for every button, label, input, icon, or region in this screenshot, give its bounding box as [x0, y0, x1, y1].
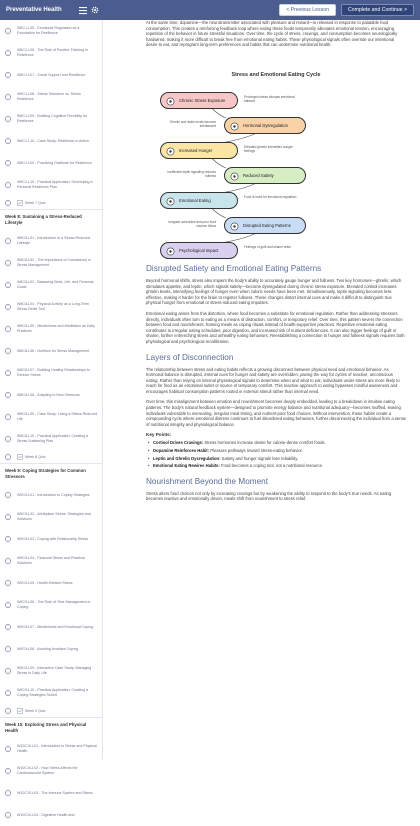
- sidebar-lesson-item[interactable]: [0, 638, 102, 660]
- key-point-term: Dopamine Reinforces Habit:: [153, 448, 210, 454]
- sidebar-lesson-label: W8C8-L02 - The Importance of Consistency in Stress Management: [17, 258, 91, 267]
- completion-circle-icon: [5, 492, 11, 498]
- sidebar-quiz-label: Week 8 Quiz: [25, 454, 46, 459]
- section-heading-layers-of-disconnection: Layers of Disconnection: [146, 352, 234, 362]
- key-points-title: Key Points:: [146, 432, 172, 438]
- stress-eating-cycle-diagram: [146, 56, 406, 256]
- section-heading-nourishment: Nourishment Beyond the Moment: [146, 476, 268, 486]
- sidebar-lesson-item[interactable]: [0, 528, 102, 550]
- section2-paragraph-1: The relationship between stress and eating habits reflects a growing disconnect between physical need and emotional behavior. As hormonal balance is disrupted, internal cues for hunger and satiety are overridden, paving the way for cycles of reactive, unconscious eating. Rather than relying on internal physiological signals to determine when and what to eat, individuals under stress are more likely to reach for food as an emotional outlet or source of temporary comfort. This reactive approach to eating bypasses mindful awareness and encourages habitual consumption patterns rooted in external stimuli rather than internal need.: [146, 366, 400, 394]
- sidebar-lesson-label: W6C1-L05 - Emotional Regulation as a Foundation for Resilience: [17, 26, 80, 35]
- sidebar-quiz-label: Week 7 Quiz: [25, 200, 46, 205]
- cycle-stage-label: Hormonal Dysregulation: [243, 122, 288, 128]
- sidebar-week-heading[interactable]: Week 8: Sustaining a Stress-Reduced Lifestyle: [0, 209, 102, 230]
- cycle-stage: [224, 167, 306, 184]
- key-point-text: Food becomes a coping tool, not a nutritional resource.: [219, 463, 324, 469]
- completion-circle-icon: [5, 260, 11, 266]
- sidebar-lesson-label: W8C8-L04 - Physical Activity as a Long-Term Stress Relief Tool: [17, 302, 89, 311]
- sidebar-lesson-label: W9C9-L01 - Introduction to Coping Strategies: [17, 492, 90, 497]
- sidebar-lesson-item[interactable]: [0, 362, 102, 384]
- sidebar-lesson-item[interactable]: [0, 318, 102, 340]
- sidebar-lesson-item[interactable]: [0, 64, 102, 86]
- sidebar-lesson-item[interactable]: [0, 20, 102, 42]
- sidebar-lesson-item[interactable]: [0, 384, 102, 406]
- completion-circle-icon: [5, 558, 11, 564]
- sidebar-lesson-item[interactable]: [0, 484, 102, 506]
- cycle-stage: [160, 142, 238, 159]
- cycle-stage-note: Ineffective leptin signaling reduces fullness: [167, 169, 216, 178]
- completion-circle-icon: [5, 646, 11, 652]
- section1-paragraph-1: Beyond hormonal shifts, stress also impairs the body's ability to accurately gauge hunger and fullness. Two key hormones—ghrelin, which stimulates appetite, and leptin, which signals satiety—become dysregulated during chronic stress exposure. Elevated cortisol increases ghrelin levels, intensifying feelings of hunger even when caloric needs have been met. Simultaneously, leptin signaling becomes less effective, making it harder for the brain to register fullness. These changes distort internal cues and make it difficult to distinguish true physical hunger from emotional or stress-induced eating impulses.: [146, 277, 402, 306]
- key-point-text: Pleasure pathways reward stress-eating behavior.: [209, 448, 303, 454]
- completion-circle-icon: [5, 690, 11, 696]
- sidebar-lesson-item[interactable]: [0, 42, 102, 64]
- section-heading-disrupted-satiety: Disrupted Satiety and Emotional Eating Patterns: [146, 263, 322, 273]
- sidebar-lesson-item[interactable]: [0, 428, 102, 450]
- complete-and-continue-button[interactable]: Complete and Continue >: [341, 4, 414, 16]
- cycle-stage: [160, 92, 238, 109]
- cycle-stage-note: Feelings of guilt and shame arise: [244, 244, 291, 249]
- sidebar-lesson-item[interactable]: [0, 738, 102, 760]
- sidebar-lesson-label: W8C8-L01 - Introduction to a Stress-Reduced Lifestyle: [17, 236, 90, 245]
- sidebar-lesson-item[interactable]: [0, 594, 102, 616]
- quiz-icon: [17, 708, 23, 714]
- cycle-stage-note: Elevated ghrelin intensifies hunger feelings: [244, 144, 293, 153]
- sidebar-quiz-week8[interactable]: [0, 450, 102, 463]
- sidebar-lesson-label: W6C1-L09 - Building Cognitive Flexibility for Resilience: [17, 114, 88, 123]
- completion-circle-icon: [5, 414, 11, 420]
- cycle-stage: [224, 217, 306, 234]
- completion-circle-icon: [5, 454, 11, 460]
- quiz-icon: [17, 454, 23, 460]
- sidebar-lesson-label: W8C8-L09 - Case Study: Living a Stress-Reduced Life: [17, 412, 98, 421]
- sidebar-lesson-item[interactable]: [0, 616, 102, 638]
- completion-circle-icon: [5, 94, 11, 100]
- emotion-icon: [166, 197, 175, 206]
- sidebar-lesson-label: W9C9-L02 - Workplace Stress: Strategies and Solutions: [17, 512, 91, 521]
- sidebar-quiz-week7[interactable]: [0, 196, 102, 209]
- cycle-stage-label: Emotional Eating: [179, 197, 211, 203]
- cycle-stage-note: Irregular schedules and poor food choices follow: [168, 219, 216, 228]
- sidebar-lesson-label: W6C1-L09 - Practicing Gratitude for Resilience: [17, 160, 92, 165]
- key-point-term: Cortisol Drives Cravings:: [153, 440, 204, 446]
- sidebar-lesson-label: W9C9-L10 - Practical Application: Creating a Coping Strategies Toolkit: [17, 688, 89, 697]
- cycle-stage-label: Disrupted Eating Patterns: [243, 222, 291, 228]
- quiz-icon: [17, 200, 23, 206]
- sidebar-lesson-label: W9C9-L03 - Coping with Relationship Stress: [17, 536, 89, 541]
- sidebar-lesson-label: W6C1-L08 - Stress Tolerance vs. Stress Resilience: [17, 92, 81, 101]
- completion-circle-icon: [5, 392, 11, 398]
- intro-paragraph: At the same time, dopamine—the neurotransmitter associated with pleasure and reward—is released in response to palatable food consumption. This creates a reinforcing feedback loop where eating these foods temporarily alleviates emotional tension, encouraging repetition of the behavior in future stressful situations. Over time, the cycle of stress, cravings, and consumption becomes neurologically hardwired, making it more difficult to break free from emotional eating habits. These physiological signals often override our intentional desire to eat, and reprogram long-term preferences and habits that can undermine nutritional health.: [146, 20, 398, 48]
- sidebar-lesson-label: W8C8-L06 - Nutrition for Stress Management: [17, 348, 90, 353]
- sidebar-lesson-item[interactable]: [0, 760, 102, 782]
- sidebar-lesson-item[interactable]: [0, 682, 102, 704]
- previous-lesson-button[interactable]: < Previous Lesson: [279, 4, 336, 16]
- completion-circle-icon: [5, 116, 11, 122]
- sidebar-lesson-item[interactable]: [0, 174, 102, 196]
- warning-icon: [166, 97, 175, 106]
- sidebar-lesson-label: W6C1-L06 - The Role of Positive Thinking in Resilience: [17, 48, 88, 57]
- sidebar-lesson-item[interactable]: [0, 296, 102, 318]
- completion-circle-icon: [5, 768, 11, 774]
- sidebar-lesson-item[interactable]: [0, 152, 102, 174]
- sidebar-lesson-item[interactable]: [0, 406, 102, 428]
- completion-circle-icon: [5, 200, 11, 206]
- cycle-stage-label: Increased Hunger: [179, 147, 213, 153]
- sidebar-lesson-label: W10C10-L04 - Digestive Health and: [17, 812, 75, 817]
- app-title: Preventative Health: [6, 7, 62, 13]
- completion-circle-icon: [5, 72, 11, 78]
- completion-circle-icon: [5, 514, 11, 520]
- section2-paragraph-2: Over time, this misalignment between emotion and nourishment becomes deeply embedded, leading to a breakdown in intuitive eating patterns. The body's natural feedback system—designed to promote energy balance and nutritional adequacy—becomes muffled, leaving individuals vulnerable to overeating, irregular meal timing, and nutrient-poor food choices. Without intervention, these habits create a compounding cycle where emotional distress continues to fuel disordered eating behaviors, further disconnecting the individual from a sense of nutritional integrity and physiological balance.: [146, 399, 407, 427]
- sidebar-lesson-item[interactable]: [0, 782, 102, 804]
- sidebar-lesson-item[interactable]: [0, 506, 102, 528]
- sidebar-lesson-item[interactable]: [0, 572, 102, 594]
- sidebar-lesson-label: W10C10-L03 - The Immune System and Stress: [17, 790, 93, 795]
- brain-icon: [166, 247, 175, 256]
- sidebar-lesson-item[interactable]: [0, 340, 102, 362]
- cycle-stage: [160, 242, 238, 259]
- sidebar-lesson-item[interactable]: [0, 108, 102, 130]
- sidebar-lesson-item[interactable]: [0, 252, 102, 274]
- sidebar-lesson-label: W10C10-L02 - How Stress Affects the Cardiovascular System: [17, 766, 78, 775]
- cycle-stage-note: Food is used for emotional regulation: [244, 194, 297, 199]
- sidebar-quiz-week9[interactable]: [0, 704, 102, 717]
- completion-circle-icon: [5, 790, 11, 796]
- completion-circle-icon: [5, 624, 11, 630]
- sidebar-lesson-label: W9C9-L06 - The Role of Time Management in Coping: [17, 600, 91, 609]
- completion-circle-icon: [5, 160, 11, 166]
- completion-circle-icon: [5, 602, 11, 608]
- menu-icon[interactable]: [78, 5, 88, 15]
- key-point-text: Stress hormones increase desire for calorie-dense comfort foods.: [203, 440, 326, 446]
- satiety-icon: [230, 172, 239, 181]
- sidebar-lesson-label: W10C10-L01 - Introduction to Stress and Physical Health: [17, 744, 97, 753]
- cycle-stage-label: Psychological Impact: [179, 247, 219, 253]
- sidebar-lesson-label: W9C9-L09 - Interactive Case Study: Managing Stress in Daily Life: [17, 666, 92, 675]
- course-sidebar: [0, 20, 103, 817]
- completion-circle-icon: [5, 746, 11, 752]
- key-point-item: [153, 463, 406, 469]
- hunger-icon: [166, 147, 175, 156]
- completion-circle-icon: [5, 708, 11, 714]
- sidebar-lesson-label: W9C9-L05 - Health-Related Stress: [17, 580, 73, 585]
- completion-circle-icon: [5, 138, 11, 144]
- sidebar-lesson-label: W6C1-L10 - Practical Application: Developing a Personal Resilience Plan: [17, 180, 93, 189]
- sidebar-lesson-label: W8C8-L03 - Balancing Work, Life, and Personal Goals: [17, 280, 94, 289]
- cycle-stage-label: Chronic Stress Exposure: [179, 97, 226, 103]
- sidebar-lesson-item[interactable]: [0, 274, 102, 296]
- sidebar-lesson-label: W6C1-L07 - Social Support and Resilience: [17, 72, 86, 77]
- key-point-item: [153, 456, 406, 462]
- completion-circle-icon: [5, 370, 11, 376]
- sidebar-lesson-item[interactable]: [0, 130, 102, 152]
- completion-circle-icon: [5, 50, 11, 56]
- sidebar-week-heading[interactable]: Week 10: Exploring Stress and Physical Health: [0, 717, 102, 738]
- cycle-stage-label: Reduced Satiety: [243, 172, 274, 178]
- sidebar-lesson-label: W9C9-L04 - Financial Stress and Practical Solutions: [17, 556, 85, 565]
- sidebar-lesson-label: W8C8-L10 - Practical Application: Creating a Stress Sustaining Plan: [17, 434, 89, 443]
- completion-circle-icon: [5, 326, 11, 332]
- completion-circle-icon: [5, 812, 11, 818]
- sidebar-lesson-label: W9C9-L08 - Avoiding Avoidant Coping: [17, 646, 78, 651]
- completion-circle-icon: [5, 282, 11, 288]
- sidebar-week-heading[interactable]: Week 9: Coping Strategies for Common Stressors: [0, 463, 102, 484]
- sidebar-lesson-label: W9C9-L07 - Mindfulness and Emotional Coping: [17, 624, 93, 629]
- completion-circle-icon: [5, 182, 11, 188]
- completion-circle-icon: [5, 580, 11, 586]
- sidebar-lesson-item[interactable]: [0, 660, 102, 682]
- completion-circle-icon: [5, 304, 11, 310]
- completion-circle-icon: [5, 668, 11, 674]
- pattern-icon: [230, 222, 239, 231]
- completion-circle-icon: [5, 238, 11, 244]
- sidebar-lesson-item[interactable]: [0, 804, 102, 826]
- completion-circle-icon: [5, 536, 11, 542]
- cycle-stage-note: Prolonged stress disrupts emotional balance: [244, 94, 295, 103]
- completion-circle-icon: [5, 28, 11, 34]
- key-point-term: Leptin and Ghrelin Dysregulation:: [153, 455, 221, 461]
- diagram-title: Stress and Emotional Eating Cycle: [231, 71, 321, 78]
- settings-gear-icon[interactable]: [90, 5, 100, 15]
- sidebar-quiz-label: Week 9 Quiz: [25, 708, 46, 713]
- sidebar-lesson-label: W8C8-L07 - Building Healthy Relationships to Reduce Stress: [17, 368, 90, 377]
- hormone-icon: [230, 122, 239, 131]
- lesson-content: [146, 20, 406, 507]
- sidebar-lesson-item[interactable]: [0, 86, 102, 108]
- key-point-text: Satiety and hunger signals lose reliability.: [220, 455, 299, 461]
- key-point-term: Emotional Eating Rewires Habits:: [153, 463, 220, 469]
- key-point-item: [153, 448, 406, 454]
- top-bar: [0, 0, 420, 20]
- section1-paragraph-2: Emotional eating arises from this distortion, where food becomes a substitute for emotional regulation. Rather than addressing stressors directly, individuals often turn to eating as a means of distraction, comfort, or temporary relief. Over time, this pattern severs the connection between food and nourishment, framing meals as coping rituals instead of health-supportive practices. Repetitive emotional eating contributes to irregular eating schedules, poor digestion, and increased risk of nutrient deficiencies. It can also trigger feelings of guilt or shame, further entrenching stress and unhealthy eating behaviors. Reestablishing a connection to hunger and fullness signals requires both physiological and psychological recalibration.: [146, 310, 405, 344]
- cycle-stage: [224, 117, 306, 134]
- key-points-list: [146, 440, 406, 468]
- section3-paragraph-1: Stress alters food choices not only by increasing cravings but by weakening the ability to respond to the body's true needs. As eating becomes reactive and emotionally driven, meals shift from nourishment to stress relief.: [146, 490, 392, 502]
- sidebar-lesson-label: W8C8-L05 - Mindfulness and Meditation as Daily Practices: [17, 324, 95, 333]
- sidebar-lesson-label: W6C1-L10 - Case Study: Resilience in Action: [17, 138, 90, 143]
- sidebar-lesson-label: W8C8-L08 - Adapting to New Stressors: [17, 392, 80, 397]
- sidebar-lesson-item[interactable]: [0, 230, 102, 252]
- key-point-item: [153, 440, 406, 446]
- completion-circle-icon: [5, 348, 11, 354]
- cycle-stage-note: Ghrelin and leptin levels become imbalanced: [169, 119, 216, 128]
- completion-circle-icon: [5, 436, 11, 442]
- sidebar-lesson-item[interactable]: [0, 550, 102, 572]
- cycle-stage: [160, 192, 238, 209]
